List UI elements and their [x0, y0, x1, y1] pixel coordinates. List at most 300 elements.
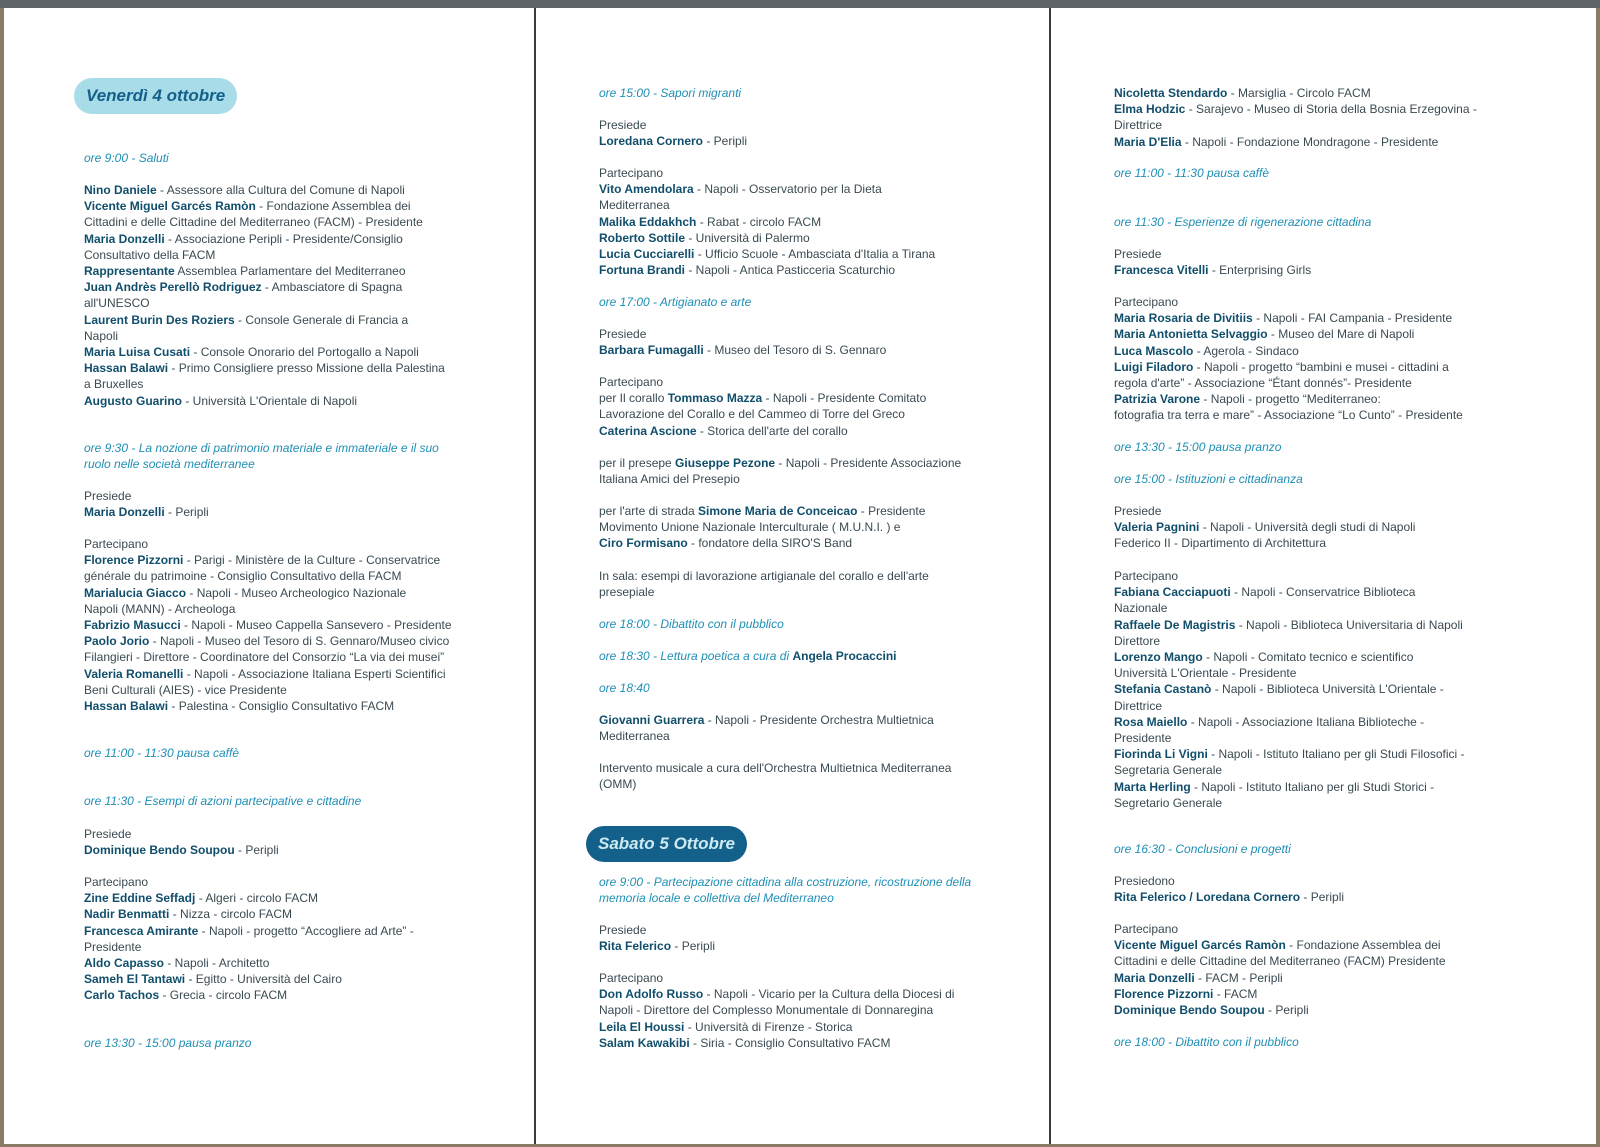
program-line [1114, 519, 1524, 535]
program-block [84, 182, 484, 409]
program-line [84, 682, 484, 698]
program-block [599, 712, 1004, 744]
time-slot-text: ore 17:00 - Artigianato e arte [599, 295, 752, 309]
speaker-name: Dominique Bendo Soupou [1114, 1003, 1265, 1018]
program-block [84, 488, 484, 520]
speaker-name: Rappresentante [84, 264, 175, 279]
speaker-name: Patrizia Varone [1114, 392, 1201, 407]
program-line [599, 1019, 1004, 1035]
program-line [84, 214, 484, 230]
line-text: - Napoli - Presidente Associazione [775, 456, 962, 470]
speaker-name: Fabiana Cacciapuoti [1114, 585, 1231, 600]
speaker-name: Maria D'Elia [1114, 134, 1182, 149]
line-text: - Napoli - Presidente Comitato [762, 391, 927, 406]
line-text: - Napoli - Istituto Italiano per gli Studi Storici - [1190, 779, 1435, 794]
column-divider [1049, 8, 1051, 1144]
time-slot-text: ore 11:30 - Esperienze di rigenerazione cittadina [1114, 215, 1372, 229]
line-text: - Università L'Orientale di Napoli [182, 393, 358, 408]
speaker-name: Valeria Pagnini [1114, 520, 1200, 535]
program-line [599, 133, 1004, 149]
line-text: Beni Culturali (AIES) - vice Presidente [84, 682, 287, 697]
program-line [1114, 665, 1524, 681]
program-line [599, 1035, 1004, 1051]
program-block [1114, 294, 1524, 424]
program-line [84, 874, 484, 890]
time-slot-text: ore 15:00 - Sapori migranti [599, 86, 742, 100]
speaker-name: Aldo Capasso [84, 956, 165, 971]
program-block [599, 874, 1004, 906]
program-line [1114, 584, 1524, 600]
program-line [84, 295, 484, 311]
program-line [84, 826, 484, 842]
program-line [1114, 407, 1524, 423]
line-text: Presiede [84, 827, 132, 841]
speaker-name: Hassan Balawi [84, 361, 169, 376]
speaker-name: Barbara Fumagalli [599, 343, 704, 358]
line-text: - Rabat - circolo FACM [696, 214, 822, 229]
program-line [1114, 730, 1524, 746]
speaker-name: Rita Felerico / Loredana Cornero [1114, 890, 1301, 905]
line-text: In sala: esempi di lavorazione artigianale del corallo e dell'arte [599, 569, 929, 583]
program-block [599, 85, 1004, 101]
time-slot-text: ore 18:40 [599, 681, 650, 695]
program-line [1114, 762, 1524, 778]
line-text: - Fondazione Assemblea dei [1285, 938, 1441, 953]
program-block [599, 294, 1004, 310]
line-text: Presiedono [1114, 874, 1175, 888]
line-text: Partecipano [1114, 295, 1179, 309]
program-line [84, 376, 484, 392]
program-block [599, 326, 1004, 358]
program-block [1114, 503, 1524, 552]
column-divider [534, 8, 536, 1144]
line-text: - Algeri - circolo FACM [195, 891, 319, 906]
speaker-name: Giovanni Guarrera [599, 713, 705, 727]
program-line [1114, 970, 1524, 986]
line-text: - Napoli - Presidente Orchestra Multietnica [704, 713, 934, 727]
speaker-name: Lorenzo Mango [1114, 650, 1203, 665]
speaker-name: Ciro Formisano [599, 536, 688, 551]
program-line [599, 165, 1004, 181]
line-text: Presiede [599, 923, 647, 937]
program-line [1114, 681, 1524, 697]
speaker-name: Maria Donzelli [84, 505, 165, 520]
program-line [84, 649, 484, 665]
speaker-name: Nicoletta Stendardo [1114, 86, 1228, 100]
program-block [599, 117, 1004, 149]
line-text: - Marsiglia - Circolo FACM [1227, 86, 1371, 100]
line-text: Federico II - Dipartimento di Architettura [1114, 536, 1327, 551]
program-line [599, 616, 1004, 632]
speaker-name: Florence Pizzorni [1114, 986, 1214, 1001]
line-text: Italiana Amici del Presepio [599, 472, 740, 487]
speaker-name: Vito Amendolara [599, 182, 694, 197]
program-block [1114, 471, 1524, 487]
time-slot-text: ore 9:00 - Saluti [84, 151, 169, 165]
program-block [1114, 873, 1524, 905]
line-text: - Console Onorario del Portogallo a Napoli [190, 345, 419, 360]
program-line [84, 312, 484, 328]
speaker-name: Zine Eddine Seffadj [84, 891, 196, 906]
time-slot-text: ore 11:00 - 11:30 pausa caffè [84, 746, 239, 760]
line-text: - Napoli - Antica Pasticceria Scaturchio [685, 263, 896, 278]
program-line [1114, 921, 1524, 937]
program-line [599, 262, 1004, 278]
line-text: all'UNESCO [84, 296, 150, 311]
program-line [84, 955, 484, 971]
time-slot-text: ore 11:00 - 11:30 pausa caffè [1114, 166, 1269, 180]
line-text: - Napoli - Associazione Italiana Esperti Scientifici [183, 666, 446, 681]
speaker-name: Maria Donzelli [1114, 970, 1195, 985]
program-line [1114, 375, 1524, 391]
program-line [599, 230, 1004, 246]
line-text: - Ufficio Scuole - Ambasciata d'Italia a Tirana [694, 247, 936, 262]
time-slot-text: ore 9:30 - La nozione di patrimonio materiale e immateriale e il suo [84, 441, 439, 455]
line-text: Partecipano [84, 875, 149, 889]
program-line [599, 938, 1004, 954]
line-text: a Bruxelles [84, 377, 144, 392]
program-line [84, 568, 484, 584]
line-text: - Fondazione Assemblea dei [255, 199, 411, 214]
program-line [84, 247, 484, 263]
program-line [84, 987, 484, 1003]
program-line [599, 85, 1004, 101]
line-text: Partecipano [1114, 569, 1179, 583]
program-line [599, 214, 1004, 230]
program-line [599, 342, 1004, 358]
speaker-name: Maria Antonietta Selvaggio [1114, 327, 1268, 342]
program-line [84, 182, 484, 198]
time-slot-text: ore 16:30 - Conclusioni e progetti [1114, 842, 1291, 856]
program-block [599, 970, 1004, 1051]
line-text: - Museo del Mare di Napoli [1267, 327, 1415, 342]
line-text: Filangieri - Direttore - Coordinatore del Consorzio “La via dei musei” [84, 650, 445, 665]
speaker-name: Fiorinda Li Vigni [1114, 747, 1208, 762]
line-text: - Napoli - Conservatrice Biblioteca [1230, 585, 1416, 600]
line-text: - Parigi - Ministère de la Culture - Conservatrice [183, 553, 441, 568]
line-text: - Palestina - Consiglio Consultativo FACM [168, 699, 395, 714]
program-block [599, 503, 1004, 552]
program-line [1114, 986, 1524, 1002]
speaker-name: Tommaso Mazza [667, 391, 763, 406]
program-block [599, 568, 1004, 600]
line-text: - Napoli - Istituto Italiano per gli Studi Filosofici - [1207, 747, 1465, 762]
speaker-name: Nino Daniele [84, 183, 157, 197]
speaker-name: Maria Rosaria de Divitiis [1114, 311, 1253, 326]
program-line [1114, 439, 1524, 455]
line-text: - fondatore della SIRO'S Band [687, 536, 853, 551]
line-text: - Presidente [857, 504, 926, 518]
program-line [1114, 953, 1524, 969]
program-line [599, 922, 1004, 938]
time-slot-text: ore 13:30 - 15:00 pausa pranzo [1114, 440, 1282, 454]
program-line [1114, 873, 1524, 889]
line-text: Presiede [1114, 504, 1162, 518]
line-text: - Napoli - progetto “Mediterraneo: [1200, 392, 1381, 407]
speaker-name: Hassan Balawi [84, 699, 169, 714]
line-text: Segretaria Generale [1114, 763, 1223, 778]
speaker-name: Simone Maria de Conceicao [698, 504, 858, 518]
line-text: - Peripli [671, 939, 716, 954]
program-line [84, 344, 484, 360]
time-slot-text: ore 13:30 - 15:00 pausa pranzo [84, 1036, 252, 1050]
line-text: Napoli [84, 328, 119, 343]
line-text: - Enterprising Girls [1208, 263, 1312, 278]
program-line [599, 423, 1004, 439]
program-line [1114, 795, 1524, 811]
line-text: Direttrice [1114, 698, 1163, 713]
program-line [84, 231, 484, 247]
program-block [599, 922, 1004, 954]
program-line [1114, 246, 1524, 262]
program-line [599, 680, 1004, 696]
line-text: Segretario Generale [1114, 795, 1223, 810]
line-text: Mediterranea [599, 198, 670, 213]
program-line [599, 197, 1004, 213]
program-line [599, 970, 1004, 986]
program-block [84, 536, 484, 714]
program-line [599, 117, 1004, 133]
speaker-name: Florence Pizzorni [84, 553, 184, 568]
speaker-name: Rita Felerico [599, 939, 672, 954]
speaker-name: Elma Hodzic [1114, 102, 1186, 117]
program-block [84, 745, 484, 761]
speaker-name: Giuseppe Pezone [675, 456, 776, 470]
program-line [1114, 343, 1524, 359]
line-text: - Napoli - Museo del Tesoro di S. Gennaro/Museo civico [149, 634, 450, 649]
program-line [599, 584, 1004, 600]
line-text: Cittadini e delle Cittadine del Mediterraneo (FACM) - Presidente [84, 215, 423, 230]
program-line [599, 390, 1004, 406]
program-line [1114, 134, 1524, 150]
program-line [1114, 649, 1524, 665]
line-text: - Peripli [164, 505, 209, 520]
line-text: - Napoli - Vicario per la Cultura della Diocesi di [703, 987, 955, 1002]
program-line [84, 360, 484, 376]
line-text: - Napoli - Fondazione Mondragone - Presidente [1181, 134, 1439, 149]
speaker-name: Marta Herling [1114, 779, 1191, 794]
program-line [84, 552, 484, 568]
program-line [1114, 326, 1524, 342]
program-line [84, 698, 484, 714]
program-line [1114, 746, 1524, 762]
day-badge-friday: Venerdì 4 ottobre [74, 78, 237, 114]
line-text: per l'arte di strada [599, 504, 699, 518]
speaker-name: Augusto Guarino [84, 393, 182, 408]
line-text: Partecipano [1114, 922, 1179, 936]
line-text: - Napoli - Biblioteca Universitaria di Napoli [1235, 617, 1463, 632]
line-text: Presidente [84, 939, 142, 954]
speaker-name: Lucia Cucciarelli [599, 247, 695, 262]
program-line [1114, 294, 1524, 310]
line-text: Lavorazione del Corallo e del Cammeo di Torre del Greco [599, 407, 905, 422]
line-text: Napoli (MANN) - Archeologa [84, 601, 236, 616]
program-line [1114, 1002, 1524, 1018]
program-block [1114, 841, 1524, 857]
program-line [599, 776, 1004, 792]
line-text: - FACM - Peripli [1194, 970, 1283, 985]
line-text: Intervento musicale a cura dell'Orchestra Multietnica Mediterranea [599, 761, 952, 775]
line-text: Partecipano [599, 375, 664, 389]
time-slot-text: ore 11:30 - Esempi di azioni partecipative e cittadine [84, 794, 362, 808]
speaker-name: Sameh El Tantawi [84, 972, 186, 987]
line-text: Università L'Orientale - Presidente [1114, 666, 1297, 681]
program-line [1114, 214, 1524, 230]
program-block [599, 616, 1004, 632]
speaker-name: Laurent Burin Des Roziers [84, 312, 235, 327]
program-line [599, 535, 1004, 551]
program-line [84, 842, 484, 858]
line-text: - Napoli - Università degli studi di Napoli [1199, 520, 1416, 535]
line-text: - Napoli - progetto “bambini e musei - cittadini a [1193, 359, 1449, 374]
program-line [1114, 535, 1524, 551]
line-text: Cittadini e delle Cittadine del Mediterraneo (FACM) Presidente [1114, 954, 1446, 969]
speaker-name: Stefania Castanò [1114, 682, 1212, 697]
line-text: Partecipano [84, 537, 149, 551]
program-brochure [4, 8, 1596, 1144]
speaker-name: Vicente Miguel Garcés Ramòn [84, 199, 256, 214]
line-text: - Assessore alla Cultura del Comune di Napoli [156, 183, 405, 197]
line-text: - FACM [1213, 986, 1258, 1001]
program-block [84, 150, 484, 166]
program-line [599, 294, 1004, 310]
speaker-name: Vicente Miguel Garcés Ramòn [1114, 938, 1286, 953]
line-text: - Peripli [1300, 890, 1345, 905]
program-line [599, 326, 1004, 342]
program-line [599, 246, 1004, 262]
line-text: presepiale [599, 585, 655, 600]
program-block [1114, 165, 1524, 181]
program-line [599, 712, 1004, 728]
program-line [84, 393, 484, 409]
program-line [599, 455, 1004, 471]
program-block [599, 374, 1004, 439]
program-line [1114, 117, 1524, 133]
program-block [599, 760, 1004, 792]
line-text: Consultativo della FACM [84, 247, 216, 262]
program-line [1114, 503, 1524, 519]
program-line [84, 617, 484, 633]
line-text: per Il corallo [599, 391, 668, 406]
program-line [1114, 889, 1524, 905]
program-line [84, 1035, 484, 1051]
program-line [1114, 714, 1524, 730]
line-text: - Napoli - Comitato tecnico e scientifico [1202, 650, 1414, 665]
line-text: - Università di Palermo [685, 230, 810, 245]
program-line [1114, 568, 1524, 584]
program-block [84, 1035, 484, 1051]
line-text: Presiede [1114, 247, 1162, 261]
line-text: Assemblea Parlamentare del Mediterraneo [174, 264, 406, 279]
program-line [1114, 359, 1524, 375]
program-line [84, 890, 484, 906]
program-line [84, 198, 484, 214]
time-slot-text: ore 18:00 - Dibattito con il pubblico [599, 617, 784, 631]
line-text: - Università di Firenze - Storica [684, 1019, 853, 1034]
line-text: per il presepe [599, 456, 676, 470]
program-line [1114, 1034, 1524, 1050]
program-line [84, 150, 484, 166]
program-line [599, 519, 1004, 535]
time-slot-text: ore 15:00 - Istituzioni e cittadinanza [1114, 472, 1303, 486]
line-text: - Peripli [703, 134, 748, 149]
time-slot-text: ore 18:00 - Dibattito con il pubblico [1114, 1035, 1299, 1049]
speaker-name: Francesca Vitelli [1114, 263, 1209, 278]
program-line [1114, 779, 1524, 795]
line-text: - Agerola - Sindaco [1193, 343, 1299, 358]
program-line [599, 648, 1004, 664]
line-text: - Napoli - Biblioteca Università L'Orientale - [1211, 682, 1444, 697]
program-line [84, 939, 484, 955]
speaker-name: Angela Procaccini [792, 649, 897, 663]
speaker-name: Maria Luisa Cusati [84, 345, 191, 360]
line-text: fotografia tra terra e mare” - Associazione “Lo Cunto” - Presidente [1114, 408, 1463, 423]
line-text: - Napoli - Museo Archeologico Nazionale [186, 585, 407, 600]
program-line [84, 279, 484, 295]
program-block [84, 826, 484, 858]
line-text: regola d'arte” - Associazione “Étant donnés”- Presidente [1114, 376, 1412, 391]
program-line [599, 728, 1004, 744]
line-text: générale du patrimoine - Consiglio Consultativo della FACM [84, 569, 402, 584]
program-block [599, 648, 1004, 664]
program-line [1114, 262, 1524, 278]
speaker-name: Loredana Cornero [599, 134, 704, 149]
program-line [1114, 310, 1524, 326]
line-text: - Nizza - circolo FACM [169, 907, 293, 922]
line-text: Direttrice [1114, 118, 1163, 133]
speaker-name: Marialucia Giacco [84, 585, 187, 600]
line-text: - Napoli - FAI Campania - Presidente [1252, 311, 1453, 326]
program-line [1114, 101, 1524, 117]
speaker-name: Dominique Bendo Soupou [84, 843, 235, 858]
line-text: - Associazione Peripli - Presidente/Consiglio [164, 231, 403, 246]
line-text: Presiede [84, 489, 132, 503]
day-badge-saturday: Sabato 5 Ottobre [586, 826, 747, 862]
program-block [84, 440, 484, 472]
program-line [84, 536, 484, 552]
program-line [1114, 698, 1524, 714]
program-block [599, 165, 1004, 278]
line-text: (OMM) [599, 777, 637, 792]
line-text: Nazionale [1114, 601, 1168, 616]
program-line [84, 906, 484, 922]
line-text: Mediterranea [599, 729, 670, 744]
line-text: Partecipano [599, 166, 664, 180]
line-text: - Peripli [234, 843, 279, 858]
speaker-name: Nadir Benmatti [84, 907, 170, 922]
program-line [84, 440, 484, 456]
line-text: Napoli - Direttore del Complesso Monumentale di Donnaregina [599, 1003, 934, 1018]
line-text: Presiede [599, 118, 647, 132]
program-line [84, 745, 484, 761]
top-bar [0, 0, 1600, 8]
line-text: Partecipano [599, 971, 664, 985]
speaker-name: Maria Donzelli [84, 231, 165, 246]
time-slot-text: memoria locale e collettiva del Mediterraneo [599, 891, 834, 906]
line-text: Presidente [1114, 731, 1172, 746]
program-line [1114, 600, 1524, 616]
program-line [84, 923, 484, 939]
time-slot-text: ore 9:00 - Partecipazione cittadina alla costruzione, ricostruzione della [599, 875, 972, 889]
line-text: Movimento Unione Nazionale Interculturale ( M.U.N.I. ) e [599, 520, 901, 535]
line-text: - Primo Consigliere presso Missione della Palestina [168, 361, 445, 376]
speaker-name: Raffaele De Magistris [1114, 617, 1236, 632]
line-text: - Napoli - Associazione Italiana Biblioteche - [1187, 714, 1425, 729]
program-line [1114, 937, 1524, 953]
speaker-name: Francesca Amirante [84, 923, 199, 938]
program-line [84, 601, 484, 617]
program-line [84, 666, 484, 682]
